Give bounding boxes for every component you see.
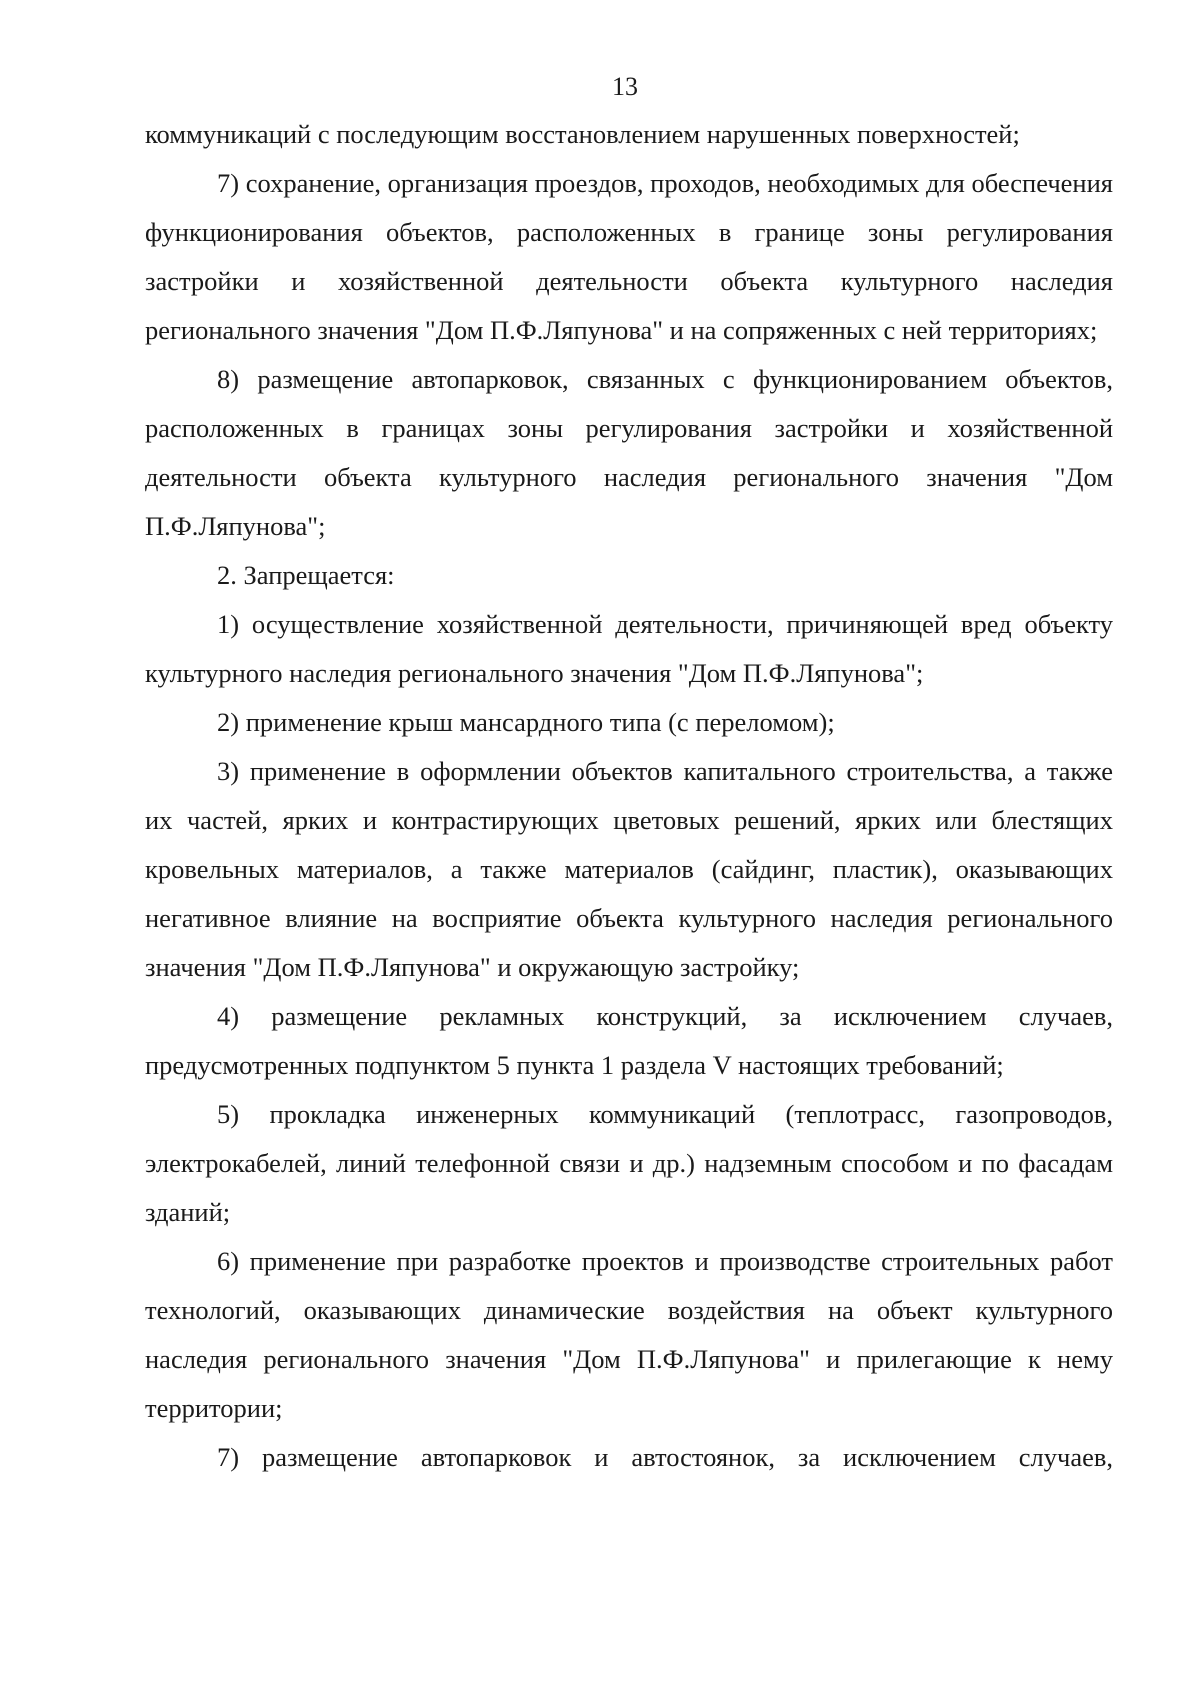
paragraph-prohibited-4: 4) размещение рекламных конструкций, за исключением случаев, предусмотренных подпунктом 5 пункта 1 раздела V настоящих требований; (145, 1001, 1113, 1080)
section-heading-prohibited: 2. Запрещается: (217, 560, 395, 590)
paragraph-continuation: коммуникаций с последующим восстановлением нарушенных поверхностей; (145, 119, 1020, 149)
document-body (145, 110, 1113, 1482)
paragraph-item-7-preservation: 7) сохранение, организация проездов, проходов, необходимых для обеспечения функционирования объектов, расположенных в границе зоны регулирования застройки и хозяйственной деятельности объекта культурного наследия регионального значения "Дом П.Ф.Ляпунова" и на сопряженных с ней территориях; (145, 168, 1113, 345)
paragraph-prohibited-6: 6) применение при разработке проектов и производстве строительных работ технологий, оказывающих динамические воздействия на объект культурного наследия регионального значения "Дом П.Ф.Ляпунова" и прилегающие к нему территории; (145, 1246, 1113, 1423)
paragraph-prohibited-1: 1) осуществление хозяйственной деятельности, причиняющей вред объекту культурного наследия регионального значения "Дом П.Ф.Ляпунова"; (145, 609, 1113, 688)
paragraph-prohibited-7: 7) размещение автопарковок и автостоянок, за исключением случаев, (217, 1442, 1113, 1472)
page-number: 13 (612, 72, 638, 101)
paragraph-item-8-parking: 8) размещение автопарковок, связанных с функционированием объектов, расположенных в границах зоны регулирования застройки и хозяйственной деятельности объекта культурного наследия регионального значения "Дом П.Ф.Ляпунова"; (145, 364, 1113, 541)
paragraph-prohibited-2: 2) применение крыш мансардного типа (с переломом); (217, 707, 835, 737)
paragraph-prohibited-3: 3) применение в оформлении объектов капитального строительства, а также их частей, ярких и контрастирующих цветовых решений, ярких или блестящих кровельных материалов, а также материалов (сайдинг, пластик), оказывающих негативное влияние на восприятие объекта культурного наследия регионального значения "Дом П.Ф.Ляпунова" и окружающую застройку; (145, 756, 1113, 982)
paragraph-prohibited-5: 5) прокладка инженерных коммуникаций (теплотрасс, газопроводов, электрокабелей, линий телефонной связи и др.) надземным способом и по фасадам зданий; (145, 1099, 1113, 1227)
